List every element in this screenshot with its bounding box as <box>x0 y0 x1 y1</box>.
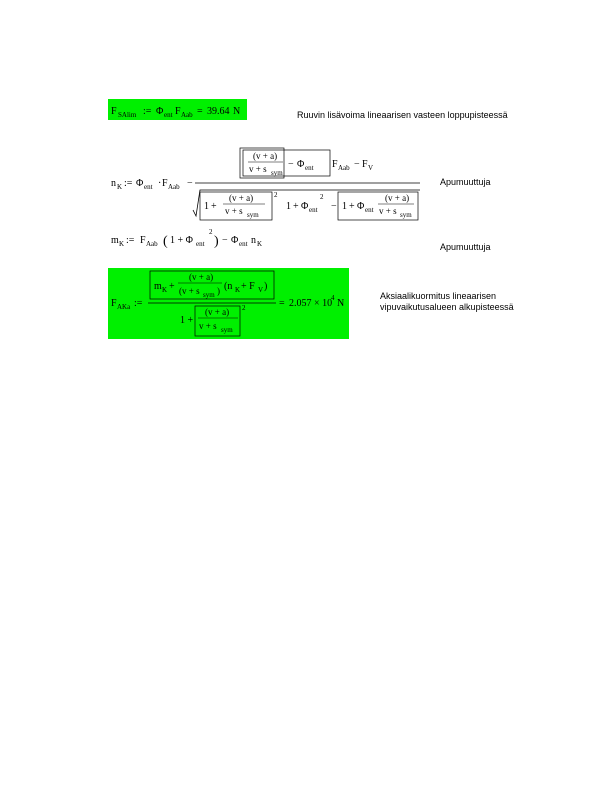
eq3-sq: 2 <box>209 228 213 236</box>
eq2-minus: − <box>187 178 193 189</box>
eq4-num-vs: (v + s <box>179 286 200 296</box>
eq2-num-va: (v + a) <box>253 151 278 161</box>
eq4-comment-line1: Aksiaalikuormitus lineaarisen <box>380 291 497 301</box>
eq3-nk-sub: K <box>257 240 263 248</box>
eq4-lhs: F <box>111 298 117 309</box>
eq4-fv-sub: V <box>258 286 264 294</box>
eq3-paren-close: ) <box>214 234 219 249</box>
eq2-den-sym2: sym <box>400 211 412 219</box>
eq4-result: 2.057 × 10 <box>289 298 333 309</box>
eq3-f: F <box>140 235 146 246</box>
eq2-den-va: (v + a) <box>229 193 254 203</box>
eq2-f-sub: Aab <box>168 183 180 191</box>
eq2-num-f: F <box>332 159 338 170</box>
eq4-assign: := <box>134 298 143 309</box>
eq2-num-fv: F <box>362 159 368 170</box>
eq2-lhs: n <box>111 178 116 189</box>
eq4-den-sym: sym <box>221 326 233 334</box>
eq1-result: 39.64 <box>207 106 230 117</box>
eq1-lhs-sub: SAlim <box>118 111 137 119</box>
eq2-comment: Apumuuttuja <box>440 177 491 187</box>
eq2-den-phi-sub: ent <box>309 206 318 214</box>
eq4-comment <box>380 291 514 313</box>
eq2-num-phi: Φ <box>297 159 305 170</box>
equation-f-aka[interactable] <box>111 271 344 336</box>
eq4-num-sym: sym <box>203 291 215 299</box>
eq4-comment-line2: vipuvaikutusalueen alkupisteessä <box>380 302 514 312</box>
eq4-eq: = <box>279 298 285 309</box>
eq2-den-plus2: + <box>293 201 299 212</box>
eq2-den-sym: sym <box>247 211 259 219</box>
eq4-unit: N <box>337 298 345 309</box>
eq4-num-va: (v + a) <box>189 272 214 282</box>
eq2-den-minus: − <box>331 201 337 212</box>
eq3-nk: n <box>251 235 256 246</box>
eq2-den-phi2-sub: ent <box>365 206 374 214</box>
eq4-nk-sub: K <box>235 286 241 294</box>
eq1-phi: Φ <box>156 106 164 117</box>
eq1-eq: = <box>197 106 203 117</box>
eq2-phi-sub: ent <box>144 183 153 191</box>
eq3-lhs: m <box>111 235 119 246</box>
eq2-den-phi2: Φ <box>357 201 365 212</box>
eq2-den-one: 1 <box>204 201 209 212</box>
eq2-num-minus2: − <box>354 159 360 170</box>
eq3-minus: − <box>222 235 228 246</box>
eq1-assign: := <box>143 106 152 117</box>
eq4-mk-sub: K <box>162 286 168 294</box>
eq4-num-close: ) <box>217 286 220 296</box>
eq2-num-f-sub: Aab <box>338 164 350 172</box>
eq2-f: F <box>162 178 168 189</box>
eq2-den-vs: v + s <box>225 206 243 216</box>
eq2-num-sym: sym <box>271 169 283 177</box>
eq4-paren-close: ) <box>264 281 268 292</box>
eq2-den-sq: 2 <box>274 191 278 199</box>
eq2-num-phi-sub: ent <box>305 164 314 172</box>
eq2-den-vs2: v + s <box>379 206 397 216</box>
eq1-unit: N <box>233 106 241 117</box>
eq4-fv: + F <box>241 281 255 292</box>
eq4-lhs-sub: AKa <box>117 303 131 311</box>
eq4-den-sq: 2 <box>242 304 246 312</box>
eq4-nk: (n <box>224 281 233 292</box>
eq2-den-phi: Φ <box>301 201 309 212</box>
eq3-lhs-sub: K <box>119 240 125 248</box>
eq2-lhs-sub: K <box>117 183 123 191</box>
eq3-phi-sub: ent <box>196 240 205 248</box>
eq2-num-vs: v + s <box>249 164 267 174</box>
eq3-comment: Apumuuttuja <box>440 242 491 252</box>
eq1-comment: Ruuvin lisävoima lineaarisen vasteen loppupisteessä <box>297 110 508 120</box>
eq2-den-one3: 1 <box>342 201 347 212</box>
eq2-den-sq2: 2 <box>320 193 324 201</box>
eq1-lhs: F <box>111 106 117 117</box>
eq2-den-one2: 1 <box>286 201 291 212</box>
eq2-den-plus: + <box>211 201 217 212</box>
eq2-assign: := <box>124 178 133 189</box>
eq2-dot: · <box>158 178 162 189</box>
eq2-phi: Φ <box>136 178 144 189</box>
eq4-plus: + <box>169 281 175 292</box>
eq3-phi: Φ <box>231 235 239 246</box>
eq3-f-sub: Aab <box>146 240 158 248</box>
eq4-den-vs: v + s <box>199 321 217 331</box>
equation-m-k[interactable] <box>111 228 262 249</box>
equation-f-salim[interactable] <box>111 106 240 119</box>
eq2-den-plus3: + <box>349 201 355 212</box>
eq3-assign: := <box>126 235 135 246</box>
eq4-den-one-plus: 1 + <box>180 315 194 326</box>
eq1-phi-sub: ent <box>164 111 173 119</box>
eq2-den-va2: (v + a) <box>385 193 410 203</box>
eq2-num-fv-sub: V <box>368 164 374 172</box>
eq2-num-minus: − <box>288 159 294 170</box>
equation-n-k[interactable] <box>111 148 420 220</box>
eq3-phi-sub2: ent <box>239 240 248 248</box>
eq4-mk: m <box>154 281 162 292</box>
eq4-exp: 4 <box>331 294 335 302</box>
eq1-f-sub: Aab <box>181 111 193 119</box>
eq3-one-plus: 1 + Φ <box>170 235 193 246</box>
eq1-f: F <box>175 106 181 117</box>
eq3-paren-open: ( <box>163 234 168 249</box>
eq4-den-va: (v + a) <box>205 307 230 317</box>
